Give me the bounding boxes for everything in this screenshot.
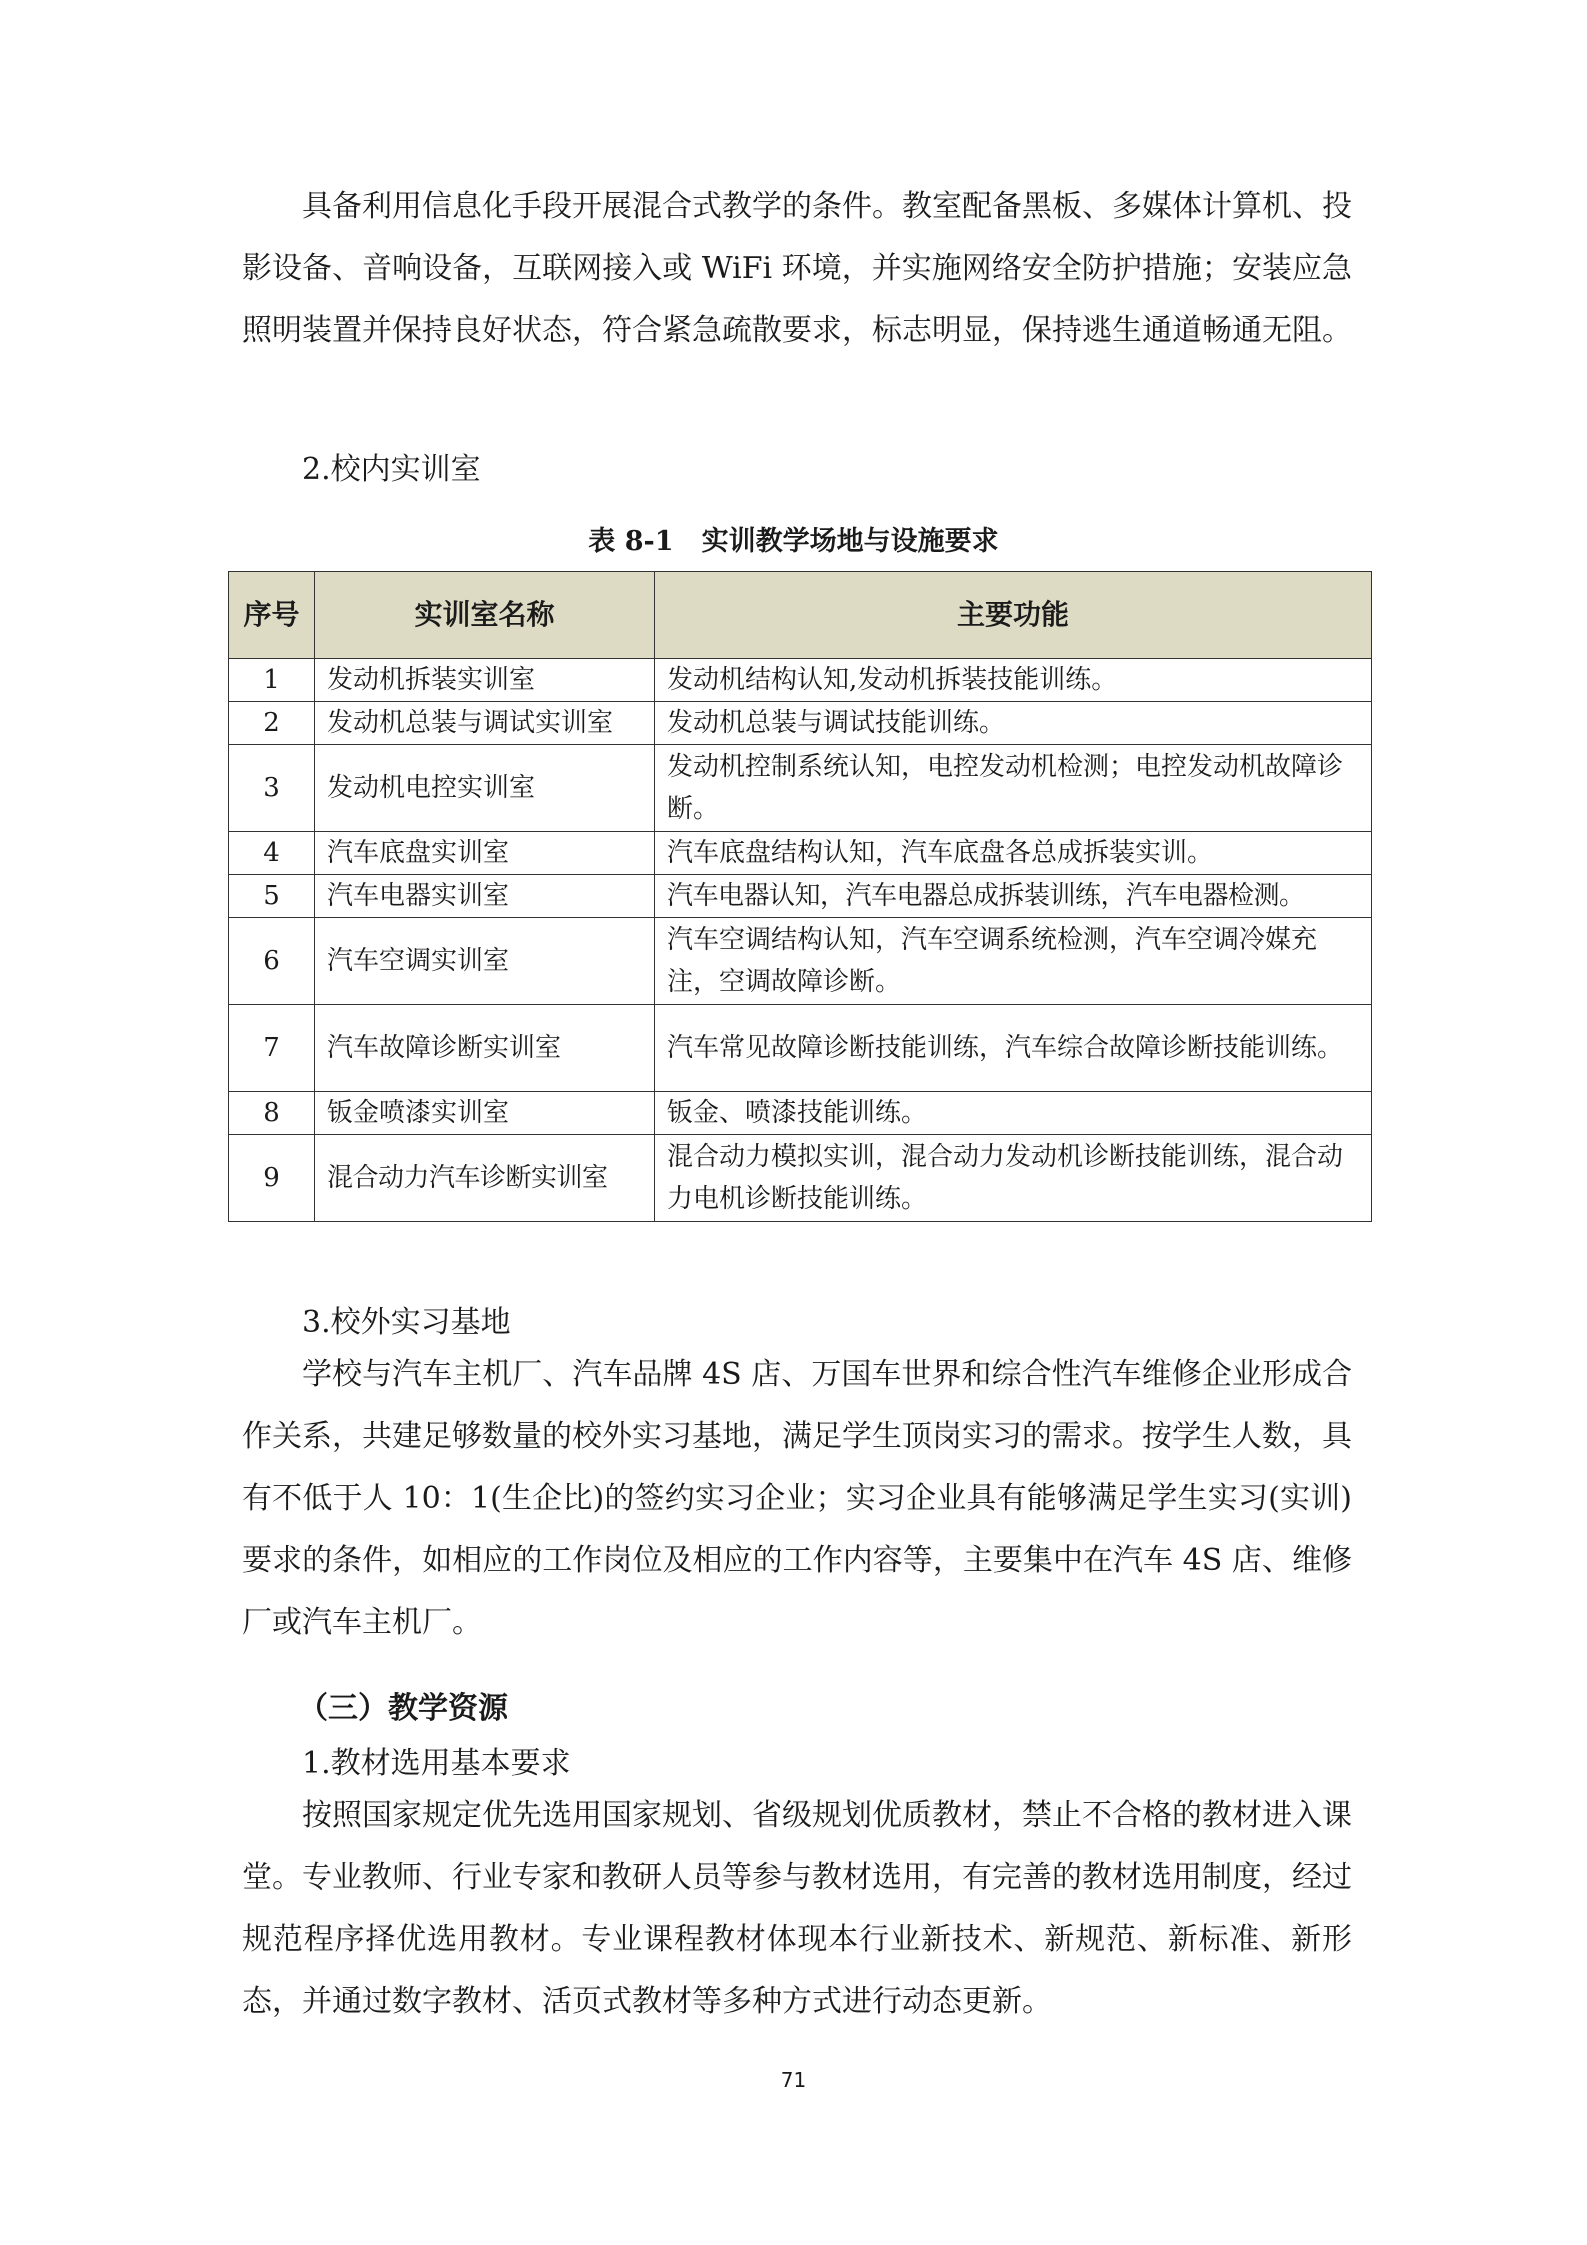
- row-function: 发动机结构认知,发动机拆装技能训练。: [655, 659, 1372, 702]
- row-function: 发动机总装与调试技能训练。: [655, 702, 1372, 745]
- row-function: 混合动力模拟实训，混合动力发动机诊断技能训练，混合动力电机诊断技能训练。: [655, 1135, 1372, 1222]
- table-row: [229, 1092, 1372, 1135]
- row-room-name: 汽车电器实训室: [315, 875, 655, 918]
- paragraph-classroom-conditions: 具备利用信息化手段开展混合式教学的条件。教室配备黑板、多媒体计算机、投影设备、音响设备，互联网接入或 WiFi 环境，并实施网络安全防护措施；安装应急照明装置并保持良好状态，符合紧急疏散要求，标志明显，保持逃生通道畅通无阻。: [242, 189, 1352, 348]
- table-caption: 表 8-1 实训教学场地与设施要求: [588, 526, 999, 557]
- heading-textbook-requirements: 1.教材选用基本要求: [302, 1746, 571, 1781]
- table-row: [229, 702, 1372, 745]
- row-room-name: 混合动力汽车诊断实训室: [315, 1135, 655, 1222]
- row-number: 6: [229, 918, 315, 1005]
- row-function: 汽车电器认知，汽车电器总成拆装训练，汽车电器检测。: [655, 875, 1372, 918]
- table-row: [229, 1135, 1372, 1222]
- paragraph-offcampus-base: 学校与汽车主机厂、汽车品牌 4S 店、万国车世界和综合性汽车维修企业形成合作关系，共建足够数量的校外实习基地，满足学生顶岗实习的需求。按学生人数，具有不低于人 10：1(生企比)的签约实习企业；实习企业具有能够满足学生实习(实训)要求的条件，如相应的工作岗位及相应的工作内容等，主要集中在汽车 4S 店、维修厂或汽车主机厂。: [242, 1357, 1352, 1640]
- heading-teaching-resources: （三）教学资源: [298, 1691, 508, 1726]
- table-row: [229, 659, 1372, 702]
- row-function: 汽车空调结构认知，汽车空调系统检测，汽车空调冷媒充注，空调故障诊断。: [655, 918, 1372, 1005]
- row-function: 汽车常见故障诊断技能训练，汽车综合故障诊断技能训练。: [655, 1005, 1372, 1092]
- paragraph-textbook-selection: 按照国家规定优先选用国家规划、省级规划优质教材，禁止不合格的教材进入课堂。专业教师、行业专家和教研人员等参与教材选用，有完善的教材选用制度，经过规范程序择优选用教材。专业课程教材体现本行业新技术、新规范、新标准、新形态，并通过数字教材、活页式教材等多种方式进行动态更新。: [242, 1798, 1352, 2019]
- row-room-name: 发动机电控实训室: [315, 745, 655, 832]
- header-room-name: 实训室名称: [315, 572, 655, 659]
- table-row: [229, 1005, 1372, 1092]
- heading-offcampus-base: 3.校外实习基地: [302, 1305, 511, 1340]
- header-main-function: 主要功能: [655, 572, 1372, 659]
- header-number: 序号: [229, 572, 315, 659]
- row-room-name: 发动机拆装实训室: [315, 659, 655, 702]
- heading-oncampus-training-rooms: 2.校内实训室: [302, 452, 481, 487]
- row-room-name: 汽车底盘实训室: [315, 832, 655, 875]
- row-number: 2: [229, 702, 315, 745]
- training-facility-table: [228, 571, 1372, 1222]
- row-room-name: 汽车空调实训室: [315, 918, 655, 1005]
- row-function: 汽车底盘结构认知，汽车底盘各总成拆装实训。: [655, 832, 1372, 875]
- table-row: [229, 875, 1372, 918]
- row-function: 钣金、喷漆技能训练。: [655, 1092, 1372, 1135]
- row-room-name: 钣金喷漆实训室: [315, 1092, 655, 1135]
- table-row: [229, 918, 1372, 1005]
- row-room-name: 发动机总装与调试实训室: [315, 702, 655, 745]
- row-number: 7: [229, 1005, 315, 1092]
- row-number: 5: [229, 875, 315, 918]
- row-room-name: 汽车故障诊断实训室: [315, 1005, 655, 1092]
- row-number: 3: [229, 745, 315, 832]
- table-header-row: [229, 572, 1372, 659]
- row-number: 4: [229, 832, 315, 875]
- table-row: [229, 745, 1372, 832]
- page-number: 71: [780, 2068, 807, 2092]
- row-function: 发动机控制系统认知，电控发动机检测；电控发动机故障诊断。: [655, 745, 1372, 832]
- row-number: 9: [229, 1135, 315, 1222]
- row-number: 1: [229, 659, 315, 702]
- table-row: [229, 832, 1372, 875]
- row-number: 8: [229, 1092, 315, 1135]
